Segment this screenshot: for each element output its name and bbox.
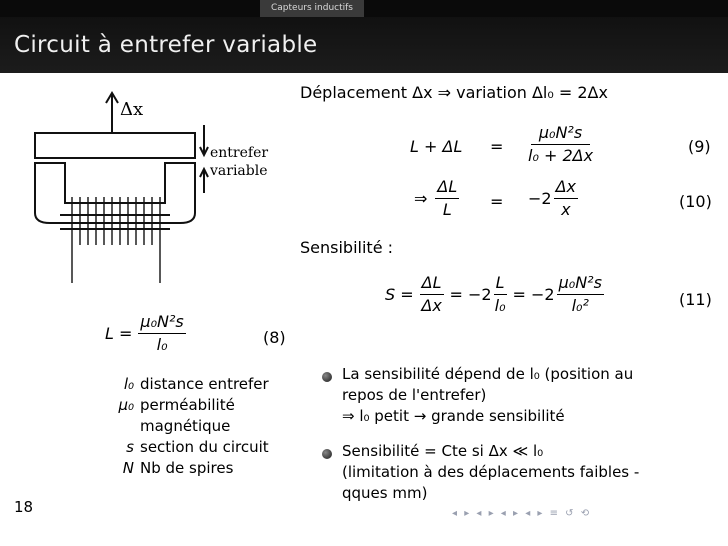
- definition-row: magnétique: [140, 417, 231, 435]
- top-bar-right: [364, 0, 728, 17]
- title-bar: [0, 17, 728, 73]
- eq9-number: (9): [688, 137, 711, 156]
- beamer-navigation-icons[interactable]: ◂ ▸ ◂ ▸ ◂ ▸ ◂ ▸ ≡ ↺ ⟲: [452, 508, 592, 519]
- eq8-lhs: L =: [105, 323, 133, 343]
- bullet-item-2: Sensibilité = Cte si Δx ≪ l₀ (limitation à des déplacements faibles - qques mm): [342, 442, 640, 502]
- slide-title: Circuit à entrefer variable: [14, 32, 318, 58]
- equation-8: [105, 313, 186, 353]
- definitions: [90, 374, 269, 479]
- equation-10-lhs: ⇒ $\frac{\Delta L}{L}$: [414, 177, 458, 219]
- eq10-eq: =: [490, 192, 504, 211]
- top-bar-left: [0, 0, 260, 17]
- gap-label-2: variable: [210, 163, 268, 179]
- definition-row: l₀ distance entrefer: [123, 375, 269, 393]
- section-title[interactable]: Capteurs inductifs: [260, 0, 364, 17]
- eq9-fraction: $\frac{\text{μ₀N²s}}{\text{l₀ + 2Δx}}$: [528, 123, 594, 165]
- definition-row: μ₀ perméabilité: [118, 396, 235, 414]
- sensibilite-label: Sensibilité :: [300, 238, 394, 257]
- definition-row: N Nb de spires: [122, 459, 234, 477]
- eq8-num: μ₀N²s: [138, 313, 185, 334]
- equation-10-rhs: −2 $\frac{\Delta x}{x}$: [528, 177, 577, 219]
- eq8-number: (8): [263, 328, 286, 347]
- bullet-icon: [322, 372, 332, 382]
- equation-11: S = $\frac{\Delta L}{\Delta x}$ = −2 $\frac{L}{\text{l₀}}$ = −2 $\frac{\text{μ₀N²s}}{\text{l₀²}}$: [385, 273, 602, 315]
- bullet-item-1: La sensibilité dépend de l₀ (position au repos de l'entrefer) ⇒ l₀ petit → grande sensibilité: [342, 365, 634, 425]
- dx-label: Δx: [120, 99, 144, 120]
- eq9-eq: =: [490, 137, 504, 156]
- eq9-lhs: L + ΔL: [410, 137, 463, 156]
- gap-label-1: entrefer: [210, 145, 269, 161]
- eq10-number: (10): [679, 192, 712, 211]
- top-bar: [0, 0, 728, 17]
- bullet-icon: [322, 449, 332, 459]
- deplacement-line: Déplacement Δx ⇒ variation Δl₀ = 2Δx: [300, 83, 608, 102]
- page-number: 18: [14, 498, 34, 516]
- inductive-sensor-figure: [30, 85, 290, 295]
- eq8-den: l₀: [156, 334, 168, 354]
- definition-row: s section du circuit: [126, 438, 269, 456]
- eq11-number: (11): [679, 290, 712, 309]
